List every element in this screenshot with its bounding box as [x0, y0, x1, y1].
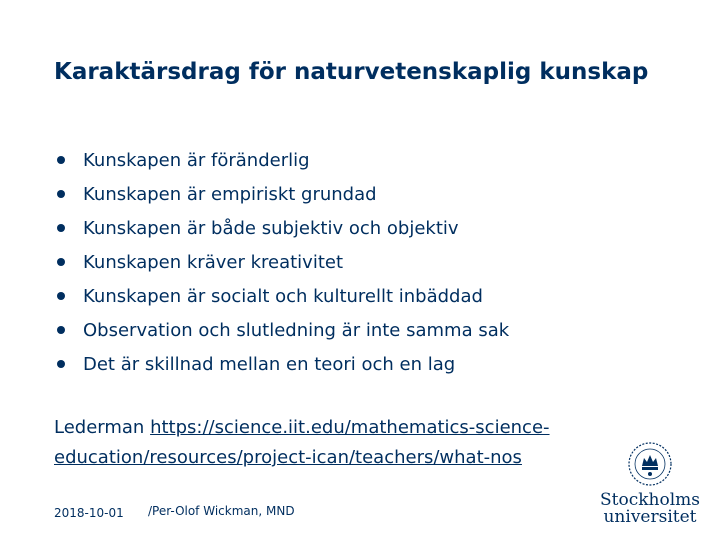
bullet-dot-icon [57, 292, 65, 300]
bullet-text: Kunskapen är både subjektiv och objektiv [83, 217, 459, 239]
footer-date: 2018-10-01 [54, 506, 124, 520]
slide-title: Karaktärsdrag för naturvetenskaplig kunskap [54, 59, 649, 85]
bullet-dot-icon [57, 224, 65, 232]
bullet-text: Det är skillnad mellan en teori och en lag [83, 353, 456, 375]
bullet-item [54, 245, 509, 279]
footer-author: /Per-Olof Wickman, MND [148, 504, 295, 518]
bullet-item [54, 279, 509, 313]
university-logo [600, 440, 700, 526]
reference-link-line1: https://science.iit.edu/mathematics-science- [150, 417, 550, 438]
reference-author: Lederman [54, 417, 151, 438]
bullet-text: Observation och slutledning är inte samma sak [83, 319, 510, 341]
bullet-text: Kunskapen är empiriskt grundad [83, 183, 377, 205]
logo-text-line2: universitet [603, 507, 697, 527]
bullet-dot-icon [57, 156, 65, 164]
reference [54, 413, 550, 473]
bullet-dot-icon [57, 326, 65, 334]
logo-text-line1: Stockholms [600, 490, 700, 510]
bullet-dot-icon [57, 360, 65, 368]
bullet-dot-icon [57, 190, 65, 198]
bullet-item [54, 143, 509, 177]
bullet-list [54, 143, 509, 381]
crown-seal-icon [622, 440, 678, 488]
bullet-item [54, 313, 509, 347]
bullet-item [54, 177, 509, 211]
bullet-dot-icon [57, 258, 65, 266]
bullet-text: Kunskapen är föränderlig [83, 149, 310, 171]
bullet-item [54, 211, 509, 245]
bullet-text: Kunskapen är socialt och kulturellt inbäddad [83, 285, 483, 307]
reference-link-line2: education/resources/project-ican/teachers/what-nos [54, 447, 522, 468]
bullet-text: Kunskapen kräver kreativitet [83, 251, 344, 273]
bullet-item [54, 347, 509, 381]
